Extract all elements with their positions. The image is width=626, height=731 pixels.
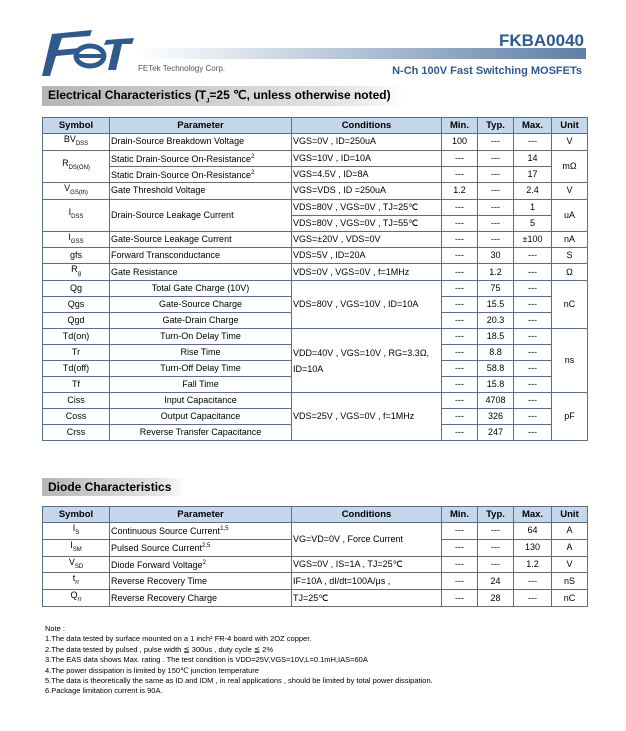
table-cell: 1.2 [478, 264, 514, 281]
note-item: 6.Package limitation current is 90A. [45, 686, 163, 696]
table-cell: VG=VD=0V , Force Current [292, 523, 442, 557]
table-cell: Input Capacitance [110, 393, 292, 409]
table-cell: --- [478, 231, 514, 248]
table-cell: VDS=80V , VGS=0V , TJ=55℃ [292, 215, 442, 231]
table-cell: --- [478, 150, 514, 166]
table-cell: --- [442, 573, 478, 590]
table-cell: Reverse Transfer Capacitance [110, 425, 292, 441]
table-header-row [43, 118, 588, 134]
table-cell: Gate Resistance [110, 264, 292, 281]
table-cell: --- [442, 409, 478, 425]
table-cell: --- [514, 264, 552, 281]
table-cell: 18.5 [478, 329, 514, 345]
table-cell: Drain-Source Breakdown Voltage [110, 134, 292, 151]
table-cell: Qgs [43, 297, 110, 313]
table-cell: V [552, 556, 588, 573]
table-cell: 5 [514, 215, 552, 231]
note-item: 1.The data tested by surface mounted on a 1 inch² FR-4 board with 2OZ copper. [45, 634, 312, 644]
table-cell: Pulsed Source Current$^{2,5}$ [110, 539, 292, 556]
table-cell: Min. [442, 507, 478, 523]
table-cell: 8.8 [478, 345, 514, 361]
table-row [43, 199, 588, 215]
table-cell: $Q_{rr}$ [43, 590, 110, 607]
table-row [43, 281, 588, 297]
table-row [43, 248, 588, 264]
table-row [43, 523, 588, 540]
table-row [43, 573, 588, 590]
table-cell: 247 [478, 425, 514, 441]
table-cell: --- [442, 248, 478, 264]
table-cell: Symbol [43, 507, 110, 523]
table-cell: 1.2 [442, 182, 478, 199]
table-cell: nS [552, 573, 588, 590]
table-cell: VGS=VDS , ID =250uA [292, 182, 442, 199]
table-cell: IF=10A , dI/dt=100A/μs , [292, 573, 442, 590]
table-cell: 24 [478, 573, 514, 590]
table-cell: --- [442, 281, 478, 297]
table-cell: 100 [442, 134, 478, 151]
table-cell: --- [514, 590, 552, 607]
table-cell: --- [514, 297, 552, 313]
table-cell: $I_S$ [43, 523, 110, 540]
table-cell: --- [442, 345, 478, 361]
table-cell: Typ. [478, 507, 514, 523]
table-cell: --- [478, 199, 514, 215]
table-cell: Turn-On Delay Time [110, 329, 292, 345]
table-cell: 130 [514, 539, 552, 556]
table-cell: --- [514, 425, 552, 441]
table-cell: $V_{SD}$ [43, 556, 110, 573]
table-row [43, 590, 588, 607]
table-cell: Forward Transconductance [110, 248, 292, 264]
table-cell: --- [514, 345, 552, 361]
table-cell: --- [514, 248, 552, 264]
table-cell: V [552, 134, 588, 151]
table-cell: --- [514, 377, 552, 393]
table-cell: Gate Threshold Voltage [110, 182, 292, 199]
product-subtitle: N-Ch 100V Fast Switching MOSFETs [392, 65, 582, 77]
table-cell: V [552, 182, 588, 199]
table-cell: $I_{DSS}$ [43, 199, 110, 231]
diode-table [42, 506, 588, 607]
note-item: 2.The data tested by pulsed , pulse width ≦ 300us , duty cycle ≦ 2% [45, 644, 274, 654]
table-row [43, 182, 588, 199]
table-cell: Max. [514, 507, 552, 523]
table-cell: Td(on) [43, 329, 110, 345]
table-cell: Gate-Drain Charge [110, 313, 292, 329]
table-cell: 2.4 [514, 182, 552, 199]
table-cell: Turn-Off Delay Time [110, 361, 292, 377]
table-cell: Unit [552, 507, 588, 523]
table-cell: $t_{rr}$ [43, 573, 110, 590]
table-cell: Unit [552, 118, 588, 134]
table-cell: A [552, 523, 588, 540]
table-row [43, 556, 588, 573]
table-cell: $I_{SM}$ [43, 539, 110, 556]
table-cell: --- [442, 556, 478, 573]
table-cell: Gate-Source Charge [110, 297, 292, 313]
table-cell: --- [478, 539, 514, 556]
table-cell: Tf [43, 377, 110, 393]
table-cell: --- [442, 539, 478, 556]
table-cell: --- [514, 361, 552, 377]
table-cell: --- [442, 264, 478, 281]
table-cell: --- [442, 377, 478, 393]
electrical-table [42, 117, 588, 441]
note-item: 4.The power dissipation is limited by 150℃ junction temperature [45, 665, 259, 675]
table-cell: --- [514, 329, 552, 345]
table-cell: --- [478, 556, 514, 573]
table-cell: 28 [478, 590, 514, 607]
table-cell: Static Drain-Source On-Resistance$^2$ [110, 166, 292, 182]
table-cell: Td(off) [43, 361, 110, 377]
table-cell: Parameter [110, 507, 292, 523]
table-cell: ±100 [514, 231, 552, 248]
table-cell: --- [442, 215, 478, 231]
part-number: FKBA0040 [498, 31, 584, 50]
table-cell: --- [478, 215, 514, 231]
table-cell: --- [478, 134, 514, 151]
table-cell: VDS=25V , VGS=0V , f=1MHz [292, 393, 442, 441]
table-cell: $I_{GSS}$ [43, 231, 110, 248]
table-cell: Drain-Source Leakage Current [110, 199, 292, 231]
table-cell: Qg [43, 281, 110, 297]
table-cell: Reverse Recovery Time [110, 573, 292, 590]
electrical-section-title: Electrical Characteristics ($T_J=25$ ℃, unless otherwise noted) [42, 86, 405, 106]
table-header-row [43, 507, 588, 523]
table-cell: Output Capacitance [110, 409, 292, 425]
table-cell: --- [514, 134, 552, 151]
table-cell: --- [442, 393, 478, 409]
table-cell: --- [478, 523, 514, 540]
table-cell: --- [478, 166, 514, 182]
table-cell: --- [442, 313, 478, 329]
table-cell: $R_{DS(ON)}$ [43, 150, 110, 182]
table-cell: --- [442, 297, 478, 313]
notes-title: Note : [45, 624, 66, 633]
table-cell: Gate-Source Leakage Current [110, 231, 292, 248]
table-cell: Continuous Source Current$^{1,5}$ [110, 523, 292, 540]
table-cell: Tr [43, 345, 110, 361]
table-cell: Total Gate Charge (10V) [110, 281, 292, 297]
table-cell: 20.3 [478, 313, 514, 329]
table-cell: VDS=0V , VGS=0V , f=1MHz [292, 264, 442, 281]
table-cell: pF [552, 393, 588, 441]
table-cell: VGS=0V , IS=1A , TJ=25℃ [292, 556, 442, 573]
table-cell: TJ=25℃ [292, 590, 442, 607]
notes-block [45, 624, 433, 697]
table-cell: VGS=10V , ID=10A [292, 150, 442, 166]
table-cell: --- [442, 150, 478, 166]
table-cell: VGS=0V , ID=250uA [292, 134, 442, 151]
table-row [43, 166, 588, 182]
table-cell: --- [478, 182, 514, 199]
table-cell: 1.2 [514, 556, 552, 573]
fet-logo-icon [40, 26, 136, 78]
table-cell: gfs [43, 248, 110, 264]
table-cell: 75 [478, 281, 514, 297]
table-cell: Coss [43, 409, 110, 425]
table-cell: 64 [514, 523, 552, 540]
table-cell: 17 [514, 166, 552, 182]
table-cell: VDS=80V , VGS=10V , ID=10A [292, 281, 442, 329]
table-cell: $BV_{DSS}$ [43, 134, 110, 151]
table-row [43, 150, 588, 166]
table-cell: Static Drain-Source On-Resistance$^2$ [110, 150, 292, 166]
table-cell: nC [552, 590, 588, 607]
table-cell: nC [552, 281, 588, 329]
table-cell: Qgd [43, 313, 110, 329]
table-cell: --- [442, 361, 478, 377]
table-cell: Fall Time [110, 377, 292, 393]
table-cell: Conditions [292, 118, 442, 134]
table-cell: --- [514, 573, 552, 590]
table-cell: VGS=4.5V , ID=8A [292, 166, 442, 182]
note-item: 5.The data is theoretically the same as ID and IDM , in real applications , should be limited by total power dissipation. [45, 676, 433, 686]
table-cell: VDS=80V , VGS=0V , TJ=25℃ [292, 199, 442, 215]
table-cell: --- [514, 409, 552, 425]
table-cell: Rise Time [110, 345, 292, 361]
table-cell: Parameter [110, 118, 292, 134]
table-cell: VGS=±20V , VDS=0V [292, 231, 442, 248]
table-cell: Reverse Recovery Charge [110, 590, 292, 607]
table-cell: 15.8 [478, 377, 514, 393]
diode-section-title: Diode Characteristics [42, 478, 185, 496]
company-name: FETek Technology Corp. [138, 64, 226, 73]
table-cell: ns [552, 329, 588, 393]
table-cell: Conditions [292, 507, 442, 523]
table-cell: 58.8 [478, 361, 514, 377]
table-row [43, 264, 588, 281]
table-cell: --- [442, 523, 478, 540]
table-cell: 4708 [478, 393, 514, 409]
table-cell: A [552, 539, 588, 556]
table-cell: uA [552, 199, 588, 231]
table-cell: VDS=5V , ID=20A [292, 248, 442, 264]
table-cell: --- [442, 329, 478, 345]
table-cell: Typ. [478, 118, 514, 134]
table-cell: 14 [514, 150, 552, 166]
table-row [43, 393, 588, 409]
table-cell: 326 [478, 409, 514, 425]
table-cell: Ω [552, 264, 588, 281]
table-cell: Max. [514, 118, 552, 134]
table-cell: Crss [43, 425, 110, 441]
table-cell: --- [442, 199, 478, 215]
table-cell: --- [442, 590, 478, 607]
table-cell: Min. [442, 118, 478, 134]
table-cell: Symbol [43, 118, 110, 134]
table-cell: --- [442, 425, 478, 441]
table-cell: mΩ [552, 150, 588, 182]
table-cell: --- [442, 166, 478, 182]
table-cell: Ciss [43, 393, 110, 409]
table-cell: 15.5 [478, 297, 514, 313]
note-item: 3.The EAS data shows Max. rating . The test condition is VDD=25V,VGS=10V,L=0.1mH,IAS=60A [45, 655, 368, 665]
table-cell: --- [514, 393, 552, 409]
table-cell: --- [514, 313, 552, 329]
table-cell: --- [514, 281, 552, 297]
table-cell: VDD=40V , VGS=10V , RG=3.3Ω, ID=10A [292, 329, 442, 393]
table-row [43, 134, 588, 151]
table-cell: 1 [514, 199, 552, 215]
table-cell: --- [442, 231, 478, 248]
table-cell: Diode Forward Voltage$^2$ [110, 556, 292, 573]
table-cell: $V_{GS(th)}$ [43, 182, 110, 199]
table-cell: 30 [478, 248, 514, 264]
table-cell: $R_g$ [43, 264, 110, 281]
table-row [43, 231, 588, 248]
table-cell: S [552, 248, 588, 264]
table-row [43, 329, 588, 345]
table-cell: nA [552, 231, 588, 248]
